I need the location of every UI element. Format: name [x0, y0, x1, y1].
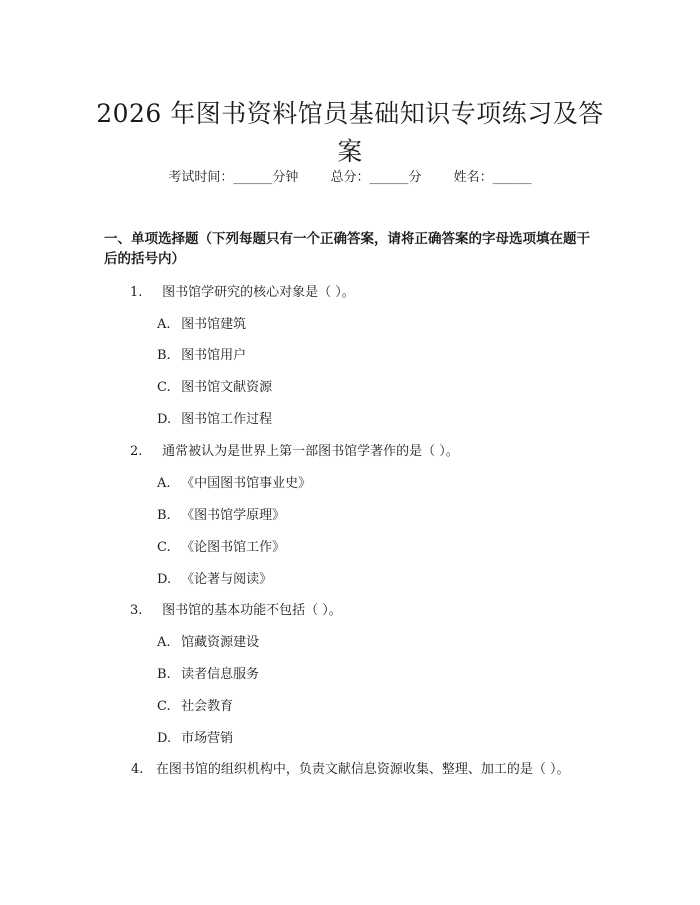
option-letter: B.: [157, 348, 171, 363]
option-letter: C.: [157, 699, 171, 714]
option-letter: A.: [157, 476, 171, 491]
option-text: 馆藏资源建设: [181, 635, 260, 650]
option-text: 《论图书馆工作》: [181, 540, 286, 555]
question-2: [130, 442, 459, 462]
question-number: 2.: [130, 444, 143, 459]
option-letter: B.: [157, 667, 171, 682]
option-text: 图书馆文献资源: [181, 380, 273, 395]
option-1a: [157, 315, 246, 335]
exam-meta: [0, 168, 700, 188]
option-letter: D.: [157, 731, 172, 746]
name-field: 姓名：______: [453, 170, 532, 185]
question-text: 图书馆的基本功能不包括（ ）。: [162, 603, 342, 618]
option-text: 《图书馆学原理》: [181, 508, 286, 523]
option-text: 《论著与阅读》: [181, 572, 273, 587]
option-2d: [157, 570, 272, 590]
option-text: 社会教育: [181, 699, 234, 714]
option-text: 市场营销: [181, 731, 234, 746]
question-text: 图书馆学研究的核心对象是（ ）。: [162, 285, 355, 300]
option-text: 读者信息服务: [181, 667, 260, 682]
option-3d: [157, 729, 233, 749]
option-letter: C.: [157, 380, 171, 395]
option-text: 图书馆用户: [181, 348, 247, 363]
question-text: 通常被认为是世界上第一部图书馆学著作的是（ ）。: [162, 444, 459, 459]
exam-time-field: 考试时间：______分钟: [168, 170, 299, 185]
option-2c: [157, 538, 285, 558]
page-title: 2026 年图书资料馆员基础知识专项练习及答案: [96, 98, 604, 166]
option-text: 图书馆工作过程: [181, 412, 273, 427]
option-3a: [157, 633, 259, 653]
option-3c: [157, 697, 233, 717]
question-3: [130, 601, 342, 621]
question-number: 1.: [130, 285, 143, 300]
option-1c: [157, 378, 272, 398]
option-letter: A.: [157, 635, 171, 650]
option-text: 图书馆建筑: [181, 317, 247, 332]
option-2b: [157, 506, 285, 526]
question-number: 3.: [130, 603, 143, 618]
option-letter: D.: [157, 572, 172, 587]
option-1d: [157, 410, 272, 430]
total-score-field: 总分：______分: [330, 170, 422, 185]
option-letter: B.: [157, 508, 171, 523]
question-4: [104, 759, 574, 781]
option-2a: [157, 474, 311, 494]
option-letter: A.: [157, 317, 171, 332]
option-letter: C.: [157, 540, 171, 555]
option-1b: [157, 346, 246, 366]
question-1: [130, 283, 355, 303]
option-3b: [157, 665, 259, 685]
question-number: 4.: [131, 762, 144, 777]
section-heading: 一、单项选择题（下列每题只有一个正确答案，请将正确答案的字母选项填在题干后的括号内）: [104, 231, 590, 267]
option-letter: D.: [157, 412, 172, 427]
option-text: 《中国图书馆事业史》: [181, 476, 312, 491]
question-text: 在图书馆的组织机构中，负责文献信息资源收集、整理、加工的是（ ）。: [155, 762, 570, 777]
